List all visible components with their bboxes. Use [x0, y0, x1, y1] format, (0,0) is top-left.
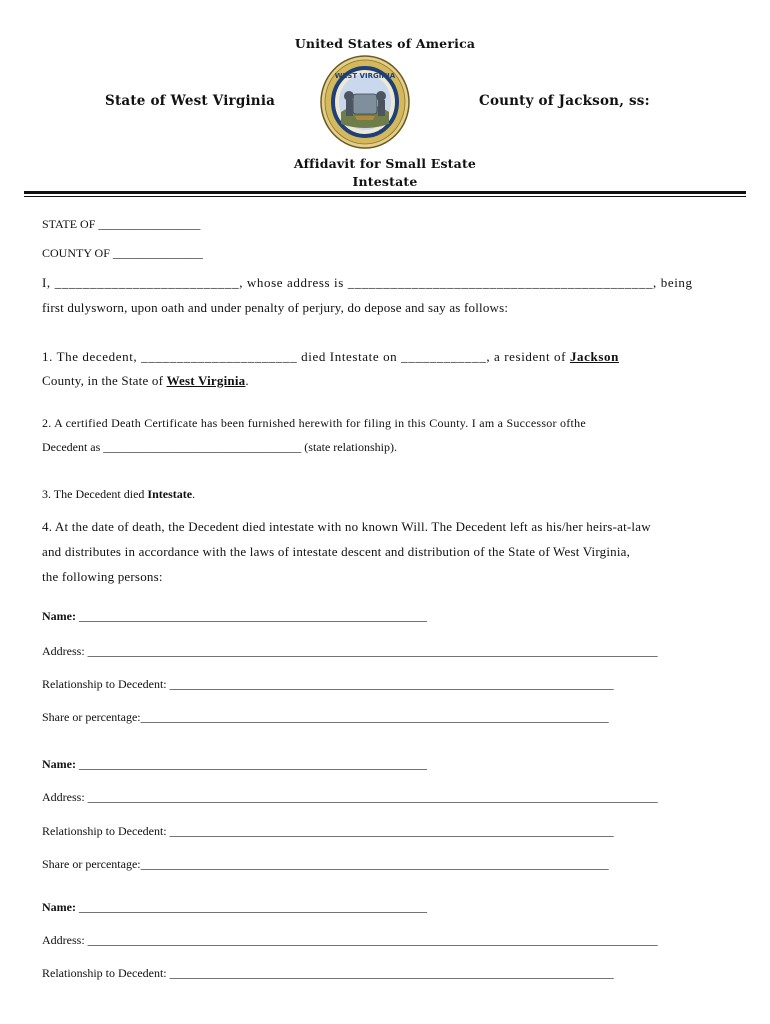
intestate-bold: Intestate [147, 487, 193, 501]
paragraph-2-line-2[interactable]: Decedent as _________________________________ (state relationship). [42, 440, 397, 454]
heir-2-address-field[interactable]: Address: _______________________________________________________________________________________________ [42, 790, 658, 804]
heir-3-name-field[interactable] [42, 900, 427, 915]
name-label: Name: [42, 609, 76, 623]
country-heading: United States of America [294, 36, 476, 51]
paragraph-2-line-1: 2. A certified Death Certificate has been furnished herewith for filing in this County. I am a Successor ofthe [42, 416, 586, 430]
paragraph-3-text: 3. The Decedent died [42, 487, 148, 501]
heir-1-relationship-field[interactable]: Relationship to Decedent: __________________________________________________________________________ [42, 677, 614, 691]
paragraph-1-line-1[interactable] [42, 349, 619, 365]
name-label: Name: [42, 900, 76, 914]
county-name: Jackson [569, 349, 619, 364]
paragraph-4-line-3: the following persons: [42, 569, 163, 584]
county-of-field[interactable]: COUNTY OF _______________ [42, 246, 203, 260]
state-seal-icon [319, 54, 411, 150]
heir-2-relationship-field[interactable]: Relationship to Decedent: __________________________________________________________________________ [42, 824, 614, 838]
paragraph-1-text: 1. The decedent, ______________________ died Intestate on ____________, a resident of [42, 349, 570, 364]
paragraph-3 [42, 487, 195, 502]
paragraph-1-end: . [245, 373, 249, 388]
paragraph-1-line-2 [42, 373, 249, 389]
heir-1-name-field[interactable] [42, 609, 427, 624]
header-rule-thin [24, 196, 746, 197]
state-heading: State of West Virginia [105, 93, 276, 109]
heir-3-address-field[interactable]: Address: _______________________________________________________________________________________________ [42, 933, 658, 947]
affiant-line-2: first dulysworn, upon oath and under penalty of perjury, do depose and say as follows: [42, 300, 509, 315]
paragraph-3-end: . [192, 487, 196, 501]
state-of-field[interactable]: STATE OF _________________ [42, 217, 201, 231]
paragraph-1-text-2: County, in the State of [42, 373, 167, 388]
document-title [0, 155, 770, 191]
heir-2-name-field[interactable] [42, 757, 427, 772]
heir-1-address-field[interactable]: Address: _______________________________________________________________________________________________ [42, 644, 658, 658]
title-line-2: Intestate [352, 174, 418, 189]
name-blank: __________________________________________________________ [75, 900, 427, 914]
name-blank: __________________________________________________________ [75, 609, 427, 623]
paragraph-4-line-1: 4. At the date of death, the Decedent died intestate with no known Will. The Decedent left as his/her heirs-at-law [42, 519, 651, 534]
heir-2-share-field[interactable]: Share or percentage:______________________________________________________________________________ [42, 857, 609, 871]
header-rule-thick [24, 191, 746, 194]
affiant-line-1[interactable]: I, __________________________, whose address is ___________________________________________, being [42, 275, 693, 290]
name-blank: __________________________________________________________ [75, 757, 427, 771]
title-line-1: Affidavit for Small Estate [293, 156, 477, 171]
state-name: West Virginia [166, 373, 246, 388]
paragraph-4-line-2: and distributes in accordance with the laws of intestate descent and distribution of the State of West Virginia, [42, 544, 631, 559]
svg-text:WEST VIRGINIA: WEST VIRGINIA [334, 72, 396, 80]
heir-3-relationship-field[interactable]: Relationship to Decedent: __________________________________________________________________________ [42, 966, 614, 980]
heir-1-share-field[interactable]: Share or percentage:______________________________________________________________________________ [42, 710, 609, 724]
county-heading: County of Jackson, ss: [479, 93, 650, 109]
name-label: Name: [42, 757, 76, 771]
